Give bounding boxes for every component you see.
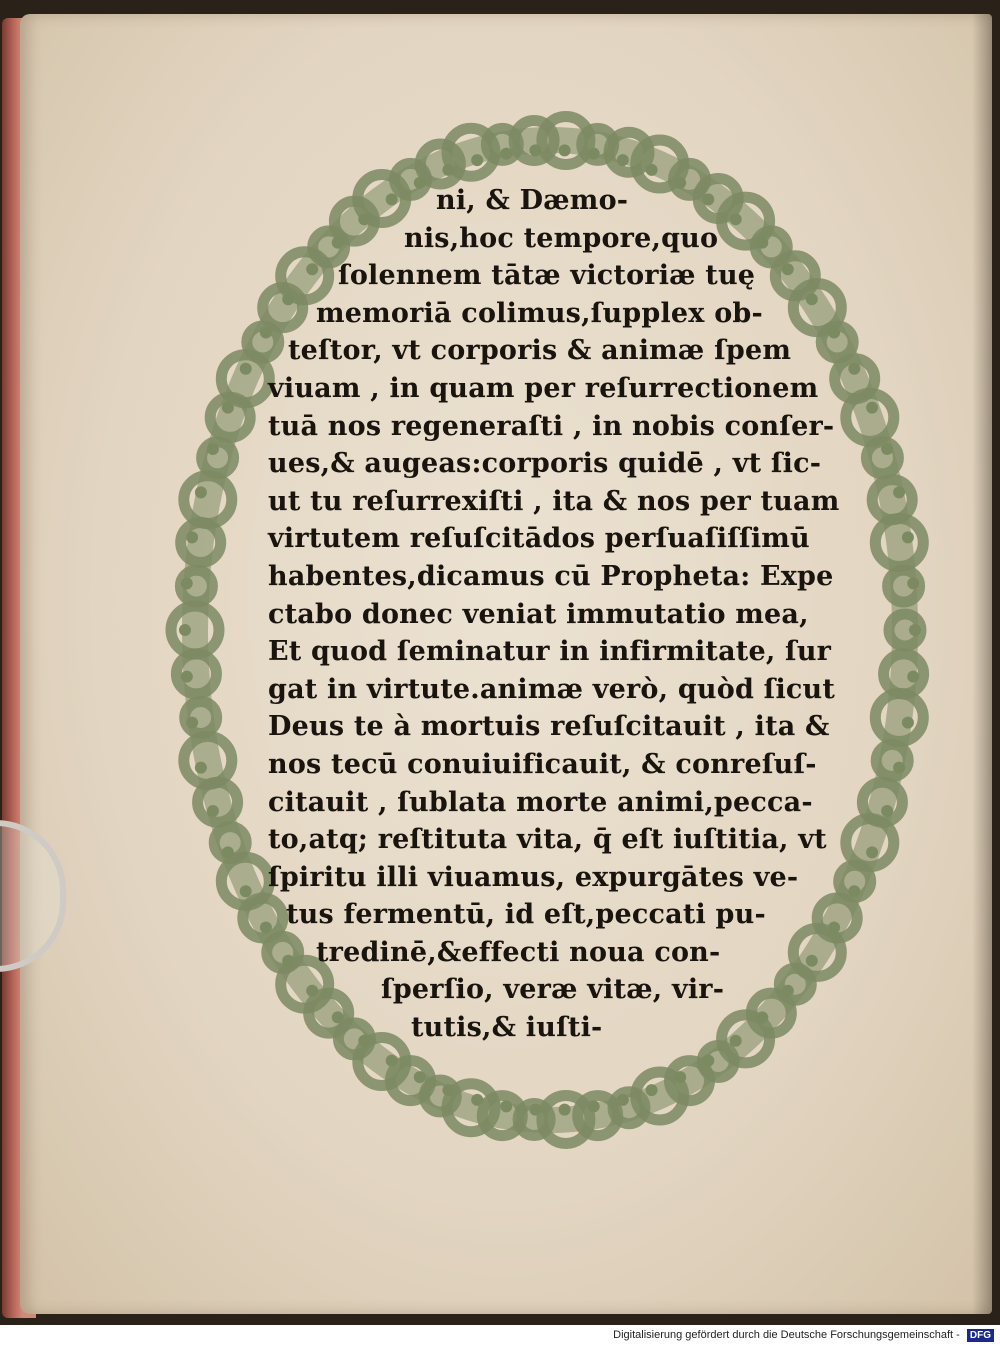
text-line: ues,& augeas:corporis quidē , vt ſic- [268,448,822,480]
text-line: tutis,& iuſti- [411,1012,603,1044]
text-line: Et quod ſeminatur in infirmitate, ſur [268,636,832,668]
text-line: memoriā colimus,ſupplex ob- [316,297,763,329]
text-line: tuā nos regeneraſti , in nobis conſer- [268,410,835,442]
text-line: ctabo donec veniat immutatio mea, [268,598,809,630]
spine-shadow [972,14,992,1314]
text-line: Deus te à mortuis reſuſcitauit , ita & [268,711,830,743]
text-line: citauit , ſublata morte animi,pecca- [268,786,813,818]
text-line: virtutem reſuſcitādos perſuaſiſſimū [268,523,810,555]
text-line: ſpiritu illi viuamus, expurgātes ve- [268,861,799,893]
text-line: tredinē,&effecti noua con- [316,936,721,968]
footer-credit: Digitalisierung gefördert durch die Deutsche Forschungsgemeinschaft - [613,1329,960,1341]
text-line: ſperſio, veræ vitæ, vir- [381,974,725,1006]
text-line: tus fermentū, id eſt,peccati pu- [286,899,766,931]
text-line: to,atq; reſtituta vita, q̄ eſt iuſtitia, vt [268,824,827,856]
text-line: ut tu reſurrexiſti , ita & nos per tuam [268,485,840,517]
text-line: ſolennem tātæ victoriæ tuę [338,260,756,292]
latin-prayer-text [246,182,856,1047]
text-line: ni, & Dæmo- [436,185,629,216]
digitization-footer [0,1325,1000,1345]
text-line: nis,hoc tempore,quo [404,222,719,254]
text-line: viuam , in quam per reſurrectionem [268,372,819,404]
text-line: nos tecū conuiuificauit, & conreſuſ- [268,748,817,780]
text-line: habentes,dicamus cū Propheta: Expe [268,560,834,592]
text-line: teſtor, vt corporis & animæ ſpem [288,335,792,367]
text-line: gat in virtute.animæ verò, quòd ſicut [268,673,836,705]
dfg-logo: DFG [967,1329,994,1342]
